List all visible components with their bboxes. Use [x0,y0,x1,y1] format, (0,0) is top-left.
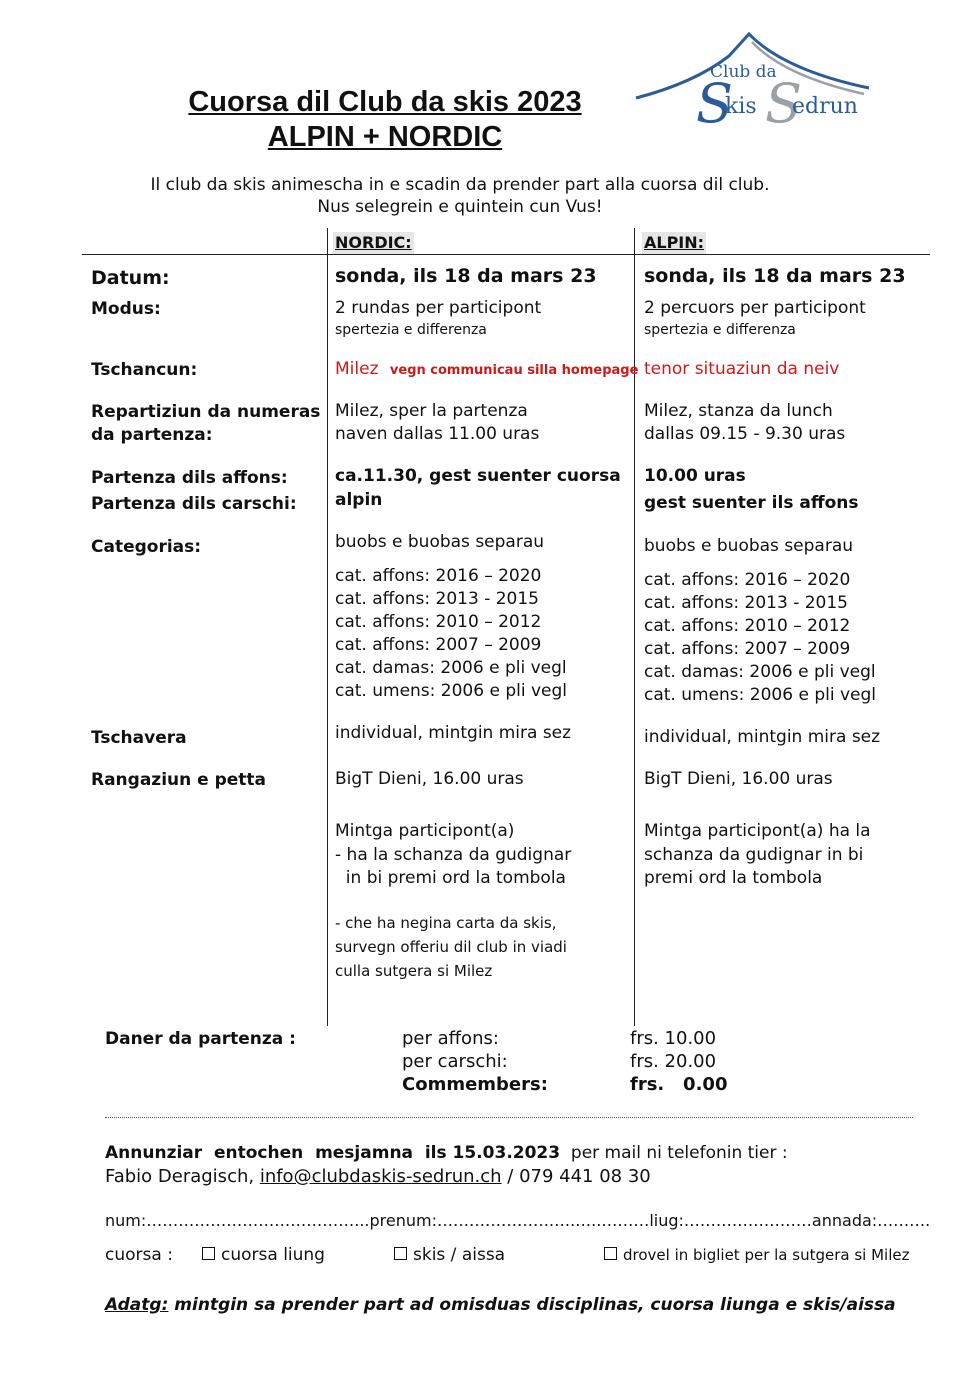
nordic-repartiziun-1: Milez, sper la partenza [335,401,528,421]
nordic-category-4: cat. affons: 2007 – 2009 [335,635,542,655]
alpin-category-1: cat. affons: 2016 – 2020 [644,570,851,590]
alpin-category-3: cat. affons: 2010 – 2012 [644,616,851,636]
signup-deadline [105,1141,788,1165]
option-bigliet[interactable] [604,1243,909,1267]
logo-text-kis: kis [725,94,757,119]
nordic-modus: 2 rundas per participont [335,298,542,318]
nordic-skis-1: - che ha negina carta da skis, [335,914,557,932]
label-partenza-affons: Partenza dils affons: [91,468,288,488]
label-partenza-carschi: Partenza dils carschi: [91,494,297,514]
contact-phone: / 079 441 08 30 [501,1166,651,1187]
table-header-divider [82,254,930,255]
option-bigliet-label: drovel in bigliet per la sutgera si Milez [623,1246,910,1264]
alpin-tschavera: individual, mintgin mira sez [644,727,881,747]
option-cuorsa-liung[interactable] [202,1243,325,1267]
option-skis-aissa[interactable] [394,1243,505,1267]
logo-text-edrun: edrun [792,94,858,119]
label-tschavera: Tschavera [91,728,187,748]
signup-deadline-bold: Annunziar entochen mesjamna ils 15.03.2023 [105,1143,561,1163]
nordic-category-2: cat. affons: 2013 - 2015 [335,589,539,609]
label-tschancun: Tschancun: [91,360,198,380]
nordic-tombola-2: - ha la schanza da gudignar [335,845,572,865]
alpin-tschancun: tenor situaziun da neiv [644,359,840,379]
nordic-category-5: cat. damas: 2006 e pli vegl [335,658,567,678]
logo-letter-s2: S [765,72,802,135]
cut-line-divider [105,1117,913,1118]
fee-price-carschi: frs. 20.00 [630,1051,717,1072]
logo-mountain-icon [634,28,874,153]
label-modus: Modus: [91,299,161,319]
label-repartiziun-2: da partenza: [91,425,213,445]
column-header-alpin: ALPIN: [644,233,705,252]
signup-deadline-rest: per mail ni telefonin tier : [560,1143,788,1163]
club-logo [634,28,874,153]
alpin-datum: sonda, ils 18 da mars 23 [644,265,906,287]
alpin-tombola-3: premi ord la tombola [644,868,823,888]
nordic-tombola-3: in bi premi ord la tombola [335,868,566,888]
note-text: mintgin sa prender part ad omisduas disciplinas, cuorsa liunga e skis/aissa [168,1295,896,1315]
alpin-category-4: cat. affons: 2007 – 2009 [644,639,851,659]
label-repartiziun-1: Repartiziun da numeras [91,402,321,422]
contact-email-link[interactable]: info@clubdaskis-sedrun.ch [259,1166,502,1187]
checkbox-icon[interactable] [394,1247,407,1260]
nordic-modus-sub: spertezia e differenza [335,322,487,338]
alpin-modus-sub: spertezia e differenza [644,322,796,338]
alpin-repartiziun-2: dallas 09.15 - 9.30 uras [644,424,846,444]
nordic-tombola-1: Mintga participont(a) [335,821,515,841]
fee-who-carschi: per carschi: [402,1051,508,1072]
alpin-tombola-2: schanza da gudignar in bi [644,845,864,865]
nordic-skis-2: survegn offeriu dil club in viadi [335,938,567,956]
nordic-repartiziun-2: naven dallas 11.00 uras [335,424,540,444]
nordic-datum: sonda, ils 18 da mars 23 [335,265,597,287]
nordic-skis-3: culla sutgera si Milez [335,962,493,980]
label-rangaziun: Rangaziun e petta [91,770,267,790]
cuorsa-label: cuorsa : [105,1245,173,1265]
alpin-category-5: cat. damas: 2006 e pli vegl [644,662,876,682]
nordic-categorias-intro: buobs e buobas separau [335,532,545,552]
option-cuorsa-liung-label: cuorsa liung [221,1245,325,1265]
nordic-category-1: cat. affons: 2016 – 2020 [335,566,542,586]
alpin-modus: 2 percuors per participont [644,298,866,318]
nordic-tschancun-place: Milez [335,359,379,379]
alpin-repartiziun-1: Milez, stanza da lunch [644,401,833,421]
note-label: Adatg: [105,1295,169,1315]
intro-line-1: Il club da skis animescha in e scadin da prender part alla cuorsa dil club. [150,175,770,195]
alpin-tombola-1: Mintga participont(a) ha la [644,821,871,841]
signup-form-fields[interactable]: num:…………………………………...prenum:………………….….…..………liug:……………………annada:………. [105,1211,931,1230]
option-skis-aissa-label: skis / aissa [413,1245,506,1265]
fee-who-affons: per affons: [402,1028,499,1049]
fees-label: Daner da partenza : [105,1029,296,1049]
nordic-tschancun [335,358,638,382]
nordic-partenza-1: ca.11.30, gest suenter cuorsa [335,466,621,486]
fee-price-commembers: frs. 0.00 [630,1074,728,1095]
alpin-partenza-1: 10.00 uras [644,466,746,486]
contact-name: Fabio Deragisch, [105,1166,260,1187]
nordic-rangaziun: BigT Dieni, 16.00 uras [335,769,524,789]
column-divider-left [327,228,328,1026]
fee-price-affons: frs. 10.00 [630,1028,717,1049]
nordic-partenza-2: alpin [335,490,383,510]
alpin-category-2: cat. affons: 2013 - 2015 [644,593,848,613]
logo-text-club: Club da [710,62,777,82]
signup-contact [105,1165,651,1189]
page-title: Cuorsa dil Club da skis 2023 [188,86,582,118]
nordic-tschancun-note: vegn communicau silla homepage [389,363,639,378]
label-datum: Datum: [91,267,170,289]
alpin-category-6: cat. umens: 2006 e pli vegl [644,685,876,705]
nordic-tschavera: individual, mintgin mira sez [335,723,572,743]
fee-who-commembers: Commembers: [402,1074,548,1095]
checkbox-icon[interactable] [604,1247,617,1260]
column-header-nordic: NORDIC: [335,233,412,252]
checkbox-icon[interactable] [202,1247,215,1260]
footer-note [105,1293,896,1317]
alpin-categorias-intro: buobs e buobas separau [644,536,854,556]
nordic-category-3: cat. affons: 2010 – 2012 [335,612,542,632]
intro-line-2: Nus selegrein e quintein cun Vus! [317,197,603,217]
label-categorias: Categorias: [91,537,202,557]
column-divider-right [634,228,635,1026]
alpin-rangaziun: BigT Dieni, 16.00 uras [644,769,833,789]
logo-letter-s1: S [696,72,733,135]
alpin-partenza-2: gest suenter ils affons [644,493,859,513]
nordic-category-6: cat. umens: 2006 e pli vegl [335,681,567,701]
page-subtitle: ALPIN + NORDIC [267,121,503,153]
